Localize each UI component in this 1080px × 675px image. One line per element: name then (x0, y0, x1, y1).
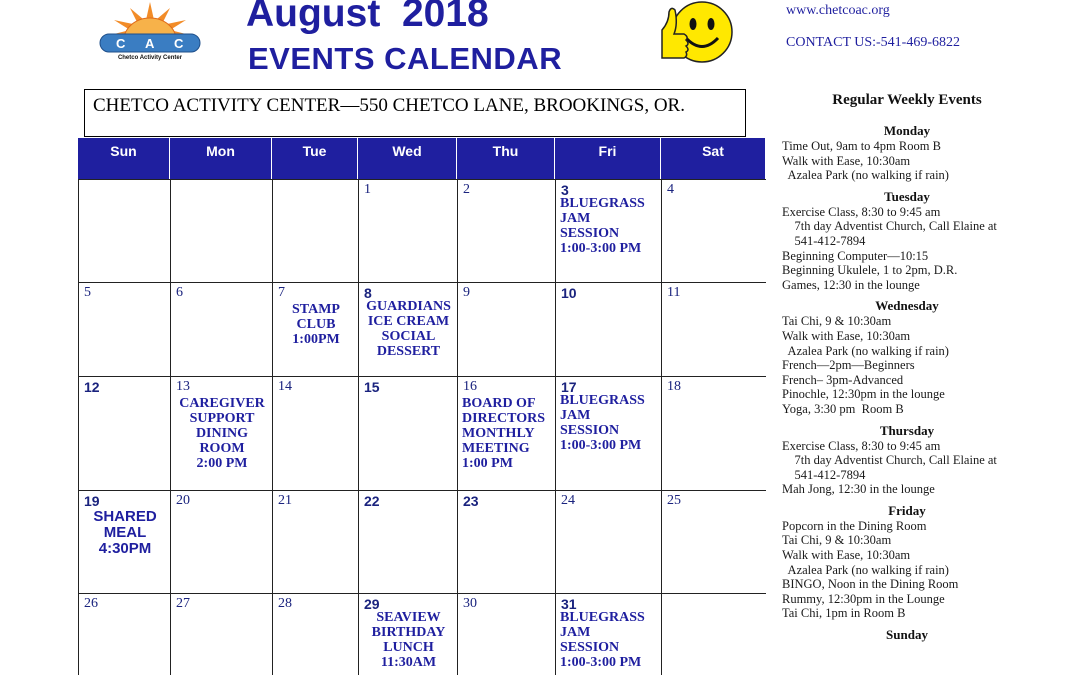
event-text: BLUEGRASS JAM SESSION 1:00-3:00 PM (560, 610, 645, 670)
calendar-day-cell (556, 491, 662, 594)
day-number: 8 (364, 285, 372, 301)
day-number: 29 (364, 596, 380, 612)
weekly-event-line: Exercise Class, 8:30 to 9:45 am (782, 204, 941, 219)
event-text: STAMP CLUB 1:00PM (292, 302, 340, 347)
day-number: 11 (667, 285, 681, 300)
weekly-event-line: Exercise Class, 8:30 to 9:45 am (782, 438, 941, 453)
calendar-day-cell (556, 594, 662, 675)
weekly-events-panel (782, 92, 1072, 643)
calendar-day-cell (556, 377, 662, 491)
weekly-day-heading: Friday (888, 502, 926, 518)
calendar-day-cell (662, 283, 766, 377)
weekly-event-line: Yoga, 3:30 pm Room B (782, 401, 904, 416)
weekly-day-heading: Thursday (879, 422, 935, 438)
weekly-events-title: Regular Weekly Events (832, 92, 982, 108)
logo-caption: Chetco Activity Center (117, 55, 183, 61)
page-subtitle: EVENTS CALENDAR (248, 41, 563, 76)
day-number: 14 (278, 379, 292, 394)
weekly-event-line: French– 3pm-Advanced (782, 372, 904, 387)
thumbs-up-smiley-icon (656, 0, 736, 66)
calendar-header-row (78, 138, 766, 179)
weekly-event-line: Pinochle, 12:30pm in the lounge (782, 387, 945, 402)
calendar-day-cell (79, 180, 171, 283)
logo-letter-a: A (145, 36, 155, 51)
weekly-day-heading: Monday (883, 123, 931, 138)
day-number: 5 (84, 285, 91, 300)
day-number: 31 (561, 596, 577, 612)
weekly-event-line: Tai Chi, 1pm in Room B (782, 606, 906, 621)
weekly-event-line: Walk with Ease, 10:30am (782, 153, 911, 168)
day-number: 20 (176, 493, 190, 508)
weekly-event-line: Azalea Park (no walking if rain) (782, 343, 949, 358)
weekly-event-line: Games, 12:30 in the lounge (782, 277, 920, 292)
event-text: SHARED MEAL 4:30PM (93, 508, 157, 557)
event-text: BLUEGRASS JAM SESSION 1:00-3:00 PM (560, 196, 645, 256)
logo-letter-c2: C (174, 36, 184, 51)
calendar-day-cell (556, 180, 662, 283)
day-name-tue: Tue (272, 138, 358, 179)
day-number: 28 (278, 596, 292, 611)
calendar-day-cell (171, 377, 273, 491)
day-number: 12 (84, 379, 100, 395)
day-number: 7 (278, 285, 285, 300)
calendar-day-cell (171, 180, 273, 283)
calendar-day-cell (458, 491, 556, 594)
day-number: 23 (463, 493, 479, 509)
calendar-day-cell (556, 283, 662, 377)
calendar-day-cell (79, 594, 171, 675)
weekly-day-heading: Wednesday (875, 298, 939, 314)
events-calendar (78, 138, 766, 675)
event-text: BOARD OF DIRECTORS MONTHLY MEETING 1:00 PM (462, 396, 545, 471)
calendar-day-cell (171, 594, 273, 675)
day-number: 27 (176, 596, 190, 611)
day-name-fri: Fri (555, 138, 661, 179)
weekly-event-line: 7th day Adventist Church, Call Elaine at (782, 453, 997, 468)
weekly-day-heading: Sunday (886, 627, 928, 643)
day-number: 15 (364, 379, 380, 395)
website-link[interactable]: www.chetcoac.org (786, 3, 890, 18)
day-number: 24 (561, 493, 575, 508)
weekly-event-line: 7th day Adventist Church, Call Elaine at (782, 219, 997, 234)
calendar-grid (78, 179, 766, 675)
day-number: 10 (561, 285, 577, 301)
day-number: 17 (561, 379, 577, 395)
day-number: 16 (463, 379, 477, 394)
day-number: 9 (463, 285, 470, 300)
calendar-day-cell (273, 180, 359, 283)
weekly-event-line: Beginning Computer—10:15 (782, 248, 929, 263)
calendar-day-cell (458, 283, 556, 377)
address-box: CHETCO ACTIVITY CENTER—550 CHETCO LANE, BROOKINGS, OR. (84, 89, 746, 137)
calendar-day-cell (273, 594, 359, 675)
day-name-mon: Mon (170, 138, 272, 179)
calendar-day-cell (79, 283, 171, 377)
page-title: August 2018 (246, 0, 489, 35)
day-name-thu: Thu (457, 138, 555, 179)
weekly-sections (782, 123, 1072, 643)
calendar-day-cell (79, 377, 171, 491)
day-number: 1 (364, 182, 371, 197)
weekly-event-line: French—2pm—Beginners (782, 358, 915, 373)
calendar-day-cell (359, 180, 458, 283)
calendar-day-cell (458, 180, 556, 283)
day-number: 30 (463, 596, 477, 611)
day-number: 25 (667, 493, 681, 508)
weekly-event-line: Walk with Ease, 10:30am (782, 548, 911, 563)
calendar-day-cell (171, 283, 273, 377)
day-number: 2 (463, 182, 470, 197)
weekly-event-line: Azalea Park (no walking if rain) (782, 562, 949, 577)
day-name-sun: Sun (78, 138, 170, 179)
contact-phone: CONTACT US:-541-469-6822 (786, 35, 961, 50)
weekly-event-line: 541-412-7894 (782, 233, 866, 248)
day-number: 6 (176, 285, 183, 300)
weekly-event-line: Rummy, 12:30pm in the Lounge (782, 591, 945, 606)
calendar-day-cell (458, 594, 556, 675)
event-text: SEAVIEW BIRTHDAY LUNCH 11:30AM (371, 610, 446, 670)
calendar-day-cell (458, 377, 556, 491)
weekly-event-line: Beginning Ukulele, 1 to 2pm, D.R. (782, 263, 958, 278)
weekly-event-line: Tai Chi, 9 & 10:30am (782, 533, 892, 548)
calendar-day-cell (359, 377, 458, 491)
calendar-day-cell (359, 283, 458, 377)
day-number: 13 (176, 379, 190, 394)
weekly-day-heading: Tuesday (884, 188, 930, 204)
day-number: 26 (84, 596, 98, 611)
day-name-wed: Wed (358, 138, 457, 179)
weekly-event-line: BINGO, Noon in the Dining Room (782, 577, 959, 592)
day-number: 4 (667, 182, 674, 197)
weekly-event-line: Mah Jong, 12:30 in the lounge (782, 482, 935, 497)
weekly-event-line: Tai Chi, 9 & 10:30am (782, 314, 892, 329)
day-number: 22 (364, 493, 380, 509)
weekly-event-line: Azalea Park (no walking if rain) (782, 168, 949, 183)
event-text: CAREGIVER SUPPORT DINING ROOM 2:00 PM (179, 396, 265, 471)
day-number: 19 (84, 493, 100, 509)
calendar-day-cell (273, 377, 359, 491)
day-number: 18 (667, 379, 681, 394)
weekly-event-line: 541-412-7894 (782, 467, 866, 482)
day-number: 21 (278, 493, 292, 508)
calendar-day-cell (359, 594, 458, 675)
calendar-day-cell (273, 283, 359, 377)
event-text: BLUEGRASS JAM SESSION 1:00-3:00 PM (560, 393, 645, 453)
day-number: 3 (561, 182, 569, 198)
calendar-day-cell (359, 491, 458, 594)
calendar-day-cell (171, 491, 273, 594)
cac-logo (96, 0, 204, 66)
calendar-day-cell (273, 491, 359, 594)
weekly-event-line: Walk with Ease, 10:30am (782, 328, 911, 343)
event-text: GUARDIANS ICE CREAM SOCIAL DESSERT (366, 299, 451, 359)
logo-letter-c1: C (116, 36, 126, 51)
day-name-sat: Sat (661, 138, 766, 179)
weekly-event-line: Popcorn in the Dining Room (782, 518, 927, 533)
weekly-event-line: Time Out, 9am to 4pm Room B (782, 139, 941, 153)
calendar-day-cell (79, 491, 171, 594)
